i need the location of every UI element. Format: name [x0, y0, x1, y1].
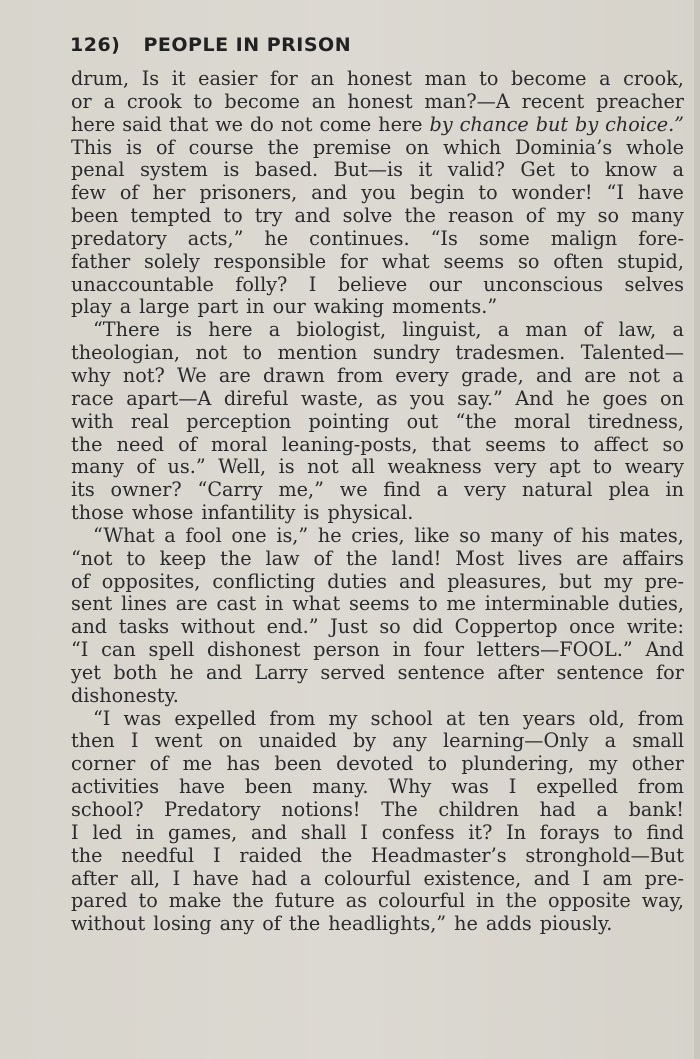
text-line: “What a fool one is,” he cries, like so many of his mates, — [93, 523, 684, 547]
running-header — [70, 34, 351, 56]
text-line: penal system is based. But—is it valid? Get to know a — [71, 158, 684, 182]
text-line: after all, I have had a colourful existence, and I am pre- — [71, 866, 684, 890]
text-line: the needful I raided the Headmaster’s stronghold—But — [71, 843, 684, 867]
paragraph — [71, 708, 684, 936]
text-line: “I can spell dishonest person in four letters—FOOL.” And — [71, 638, 684, 662]
text-line: yet both he and Larry served sentence after sentence for — [71, 660, 684, 684]
text-line: its owner? “Carry me,” we find a very natural plea in — [71, 478, 684, 502]
text-line: the need of moral leaning-posts, that seems to affect so — [71, 432, 684, 456]
text-line: and tasks without end.” Just so did Coppertop once write: — [71, 615, 684, 639]
paragraph — [71, 319, 684, 525]
text-line: pared to make the future as colourful in the opposite way, — [71, 889, 684, 913]
text-line: school? Predatory notions! The children had a bank! — [71, 798, 684, 821]
text-line: those whose infantility is physical. — [71, 501, 414, 525]
text-line: sent lines are cast in what seems to me interminable duties, — [71, 592, 684, 616]
body-text — [71, 68, 684, 936]
paragraph — [71, 68, 684, 319]
text-line: predatory acts,” he continues. “Is some malign fore- — [71, 226, 684, 250]
text-line: why not? We are drawn from every grade, and are not a — [71, 363, 684, 387]
text-line: This is of course the premise on which Dominia’s whole — [71, 135, 684, 159]
text-line: dishonesty. — [71, 683, 179, 707]
text-line: many of us.” Well, is not all weakness very apt to weary — [71, 455, 684, 479]
text-line: race apart—A direful waste, as you say.” And he goes on — [71, 386, 684, 410]
text-line: without losing any of the headlights,” he adds piously. — [71, 912, 613, 936]
text-line: play a large part in our waking moments.” — [71, 295, 498, 319]
text-line: been tempted to try and solve the reason of my so many — [71, 204, 684, 228]
text-line: here said that we do not come here by chance but by choice.” — [71, 112, 684, 136]
text-line: drum, Is it easier for an honest man to become a crook, — [71, 67, 684, 90]
text-line: “I was expelled from my school at ten years old, from — [93, 706, 684, 730]
text-line: activities have been many. Why was I expelled from — [71, 775, 684, 799]
text-line: few of her prisoners, and you begin to wonder! “I have — [71, 181, 684, 205]
page-number: 126) — [70, 34, 121, 56]
text-line: or a crook to become an honest man?—A recent preacher — [71, 89, 684, 113]
running-title: PEOPLE IN PRISON — [143, 34, 352, 56]
text-line: corner of me has been devoted to plundering, my other — [71, 752, 684, 776]
text-line: of opposites, conflicting duties and pleasures, but my pre- — [71, 569, 684, 593]
text-line: “There is here a biologist, linguist, a man of law, a — [93, 318, 684, 342]
page-edge — [694, 0, 700, 1059]
text-line: unaccountable folly? I believe our unconscious selves — [71, 272, 684, 296]
text-line: with real perception pointing out “the moral tiredness, — [71, 409, 684, 433]
text-line: father solely responsible for what seems so often stupid, — [71, 249, 684, 273]
text-line: I led in games, and shall I confess it? In forays to find — [71, 820, 684, 844]
paragraph — [71, 525, 684, 708]
text-line: then I went on unaided by any learning—Only a small — [71, 729, 684, 753]
text-line: “not to keep the law of the land! Most lives are affairs — [71, 546, 684, 570]
text-line: theologian, not to mention sundry tradesmen. Talented— — [71, 341, 684, 365]
